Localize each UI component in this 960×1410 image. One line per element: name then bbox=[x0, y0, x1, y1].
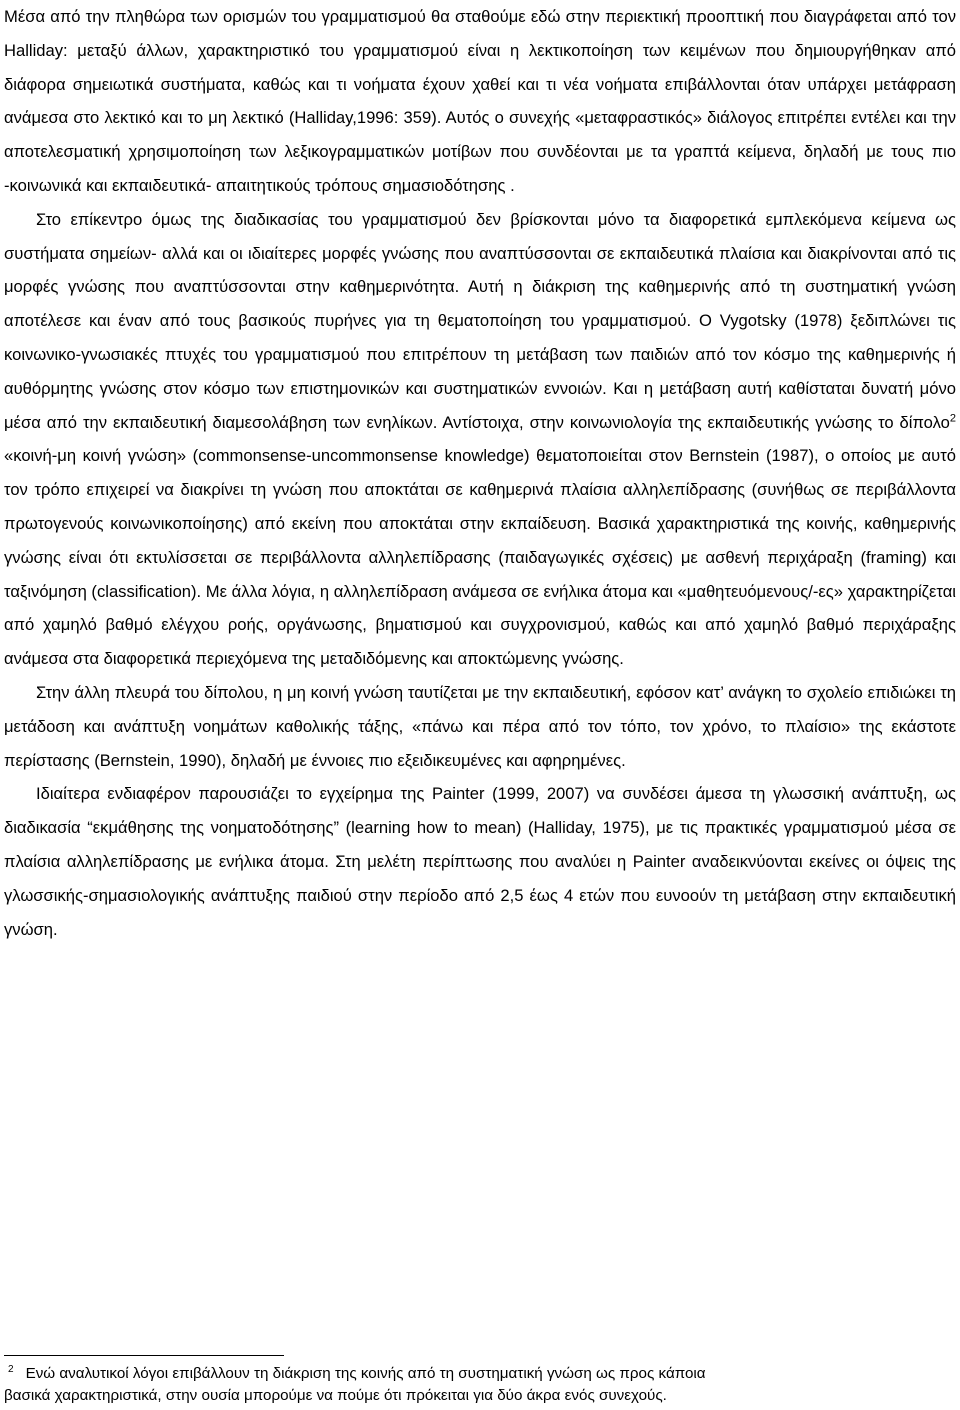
footnote bbox=[4, 1363, 956, 1407]
footnote-line-2: βασικά χαρακτηριστικά, στην ουσία μπορούμε να πούμε ότι πρόκειται για δύο άκρα ενός συνεχούς. bbox=[4, 1387, 667, 1404]
footnote-line-1 bbox=[4, 1363, 956, 1385]
paragraph-2-text: Στο επίκεντρο όμως της διαδικασίας του γραμματισμού δεν βρίσκονται μόνο τα διαφορετικά εμπλεκόμενα κείμενα ως συστήματα σημείων- αλλά και οι ιδιαίτερες μορφές γνώσης που αναπτύσσονται σε εκπαιδευτικά πλαίσια και διακρίνονται από τις μορφές γνώσης που αναπτύσσονται στην καθημερινότητα. Αυτή η διάκριση της καθημερινής από τη συστηματική γνώση αποτέλεσε και έναν από τους βασικούς πυρήνες για τη θεματοποίηση του γραμματισμού. Ο Vygotsky (1978) ξεδιπλώνει τις κοινωνικο-γνωσιακές πτυχές του γραμματισμού που επιτρέπουν τη μετάβαση των παιδιών από τον κόσμο της καθημερινής ή αυθόρμητης γνώσης στον κόσμο των επιστημονικών και συστηματικών εννοιών. Και η μετάβαση αυτή καθίσταται δυνατή μόνο μέσα από την εκπαιδευτική διαμεσολάβηση των ενηλίκων. Αντίστοιχα, στην κοινωνιολογία της εκπαιδευτικής γνώσης το δίπολο bbox=[4, 209, 956, 432]
paragraph-3: Στην άλλη πλευρά του δίπολου, η μη κοινή γνώση ταυτίζεται με την εκπαιδευτική, εφόσον κατ’ ανάγκη το σχολείο επιδιώκει τη μετάδοση και ανάπτυξη νοημάτων καθολικής τάξης, «πάνω και πέρα από τον τόπο, τον χρόνο, το πλαίσιο» της εκάστοτε περίστασης (Bernstein, 1990), δηλαδή με έννοιες πιο εξειδικευμένες και αφηρημένες. bbox=[4, 682, 956, 770]
document-body bbox=[4, 0, 956, 946]
paragraph-1: Μέσα από την πληθώρα των ορισμών του γραμματισμού θα σταθούμε εδώ στην περιεκτική προοπτική που διαγράφεται από τον Halliday: μεταξύ άλλων, χαρακτηριστικό του γραμματισμού είναι η λεκτικοποίηση των κειμένων που δημιουργήθηκαν από διάφορα σημειωτικά συστήματα, καθώς και τι νοήματα έχουν χαθεί και τι νέα νοήματα επιβάλλονται όταν υπάρχει μετάφραση ανάμεσα στο λεκτικό και το μη λεκτικό (Halliday,1996: 359). Αυτός ο συνεχής «μεταφραστικός» διάλογος επιτρέπει εντέλει και την αποτελεσματική χρησιμοποίηση των λεξικογραμματικών μοτίβων που συνδέονται με τα γραπτά κείμενα, δηλαδή με τους πιο -κοινωνικά και εκπαιδευτικά- απαιτητικούς τρόπους σημασιοδότησης . bbox=[4, 7, 956, 195]
footnote-reference: 2 bbox=[949, 412, 956, 425]
footnote-divider bbox=[4, 1355, 284, 1356]
footnote-number: 2 bbox=[8, 1363, 14, 1375]
paragraph-2 bbox=[4, 203, 956, 676]
footnote-text-1: Ενώ αναλυτικοί λόγοι επιβάλλουν τη διάκριση της κοινής από τη συστηματική γνώση ως προς κάποια bbox=[25, 1365, 706, 1382]
paragraph-2-continued: «κοινή-μη κοινή γνώση» (commonsense-uncommonsense knowledge) θεματοποιείται στον Bernstein (1987), ο οποίος με αυτό τον τρόπο επιχειρεί να διακρίνει τη γνώση που αποκτάται σε καθημερινά πλαίσια αλληλεπίδρασης (συνήθως σε περιβάλλοντα πρωτογενούς κοινωνικοποίησης) από εκείνη που αποκτάται στην εκπαίδευση. Βασικά χαρακτηριστικά της κοινής, καθημερινής γνώσης είναι ότι εκτυλίσσεται σε περιβάλλοντα αλληλεπίδρασης (παιδαγωγικές σχέσεις) με ασθενή περιχάραξη (framing) και ταξινόμηση (classification). Με άλλα λόγια, η αλληλεπίδραση ανάμεσα σε ενήλικα άτομα και «μαθητευόμενους/-ες» χαρακτηρίζεται από χαμηλό βαθμό ελέγχου ροής, οργάνωσης, βηματισμού και συγχρονισμού, καθώς και από χαμηλό βαθμό περιχάραξης ανάμεσα στα διαφορετικά περιεχόμενα της μεταδιδόμενης και αποκτώμενης γνώσης. bbox=[4, 446, 956, 669]
paragraph-4: Ιδιαίτερα ενδιαφέρον παρουσιάζει το εγχείρημα της Painter (1999, 2007) να συνδέσει άμεσα τη γλωσσική ανάπτυξη, ως διαδικασία “εκμάθησης της νοηματοδότησης” (learning how to mean) (Halliday, 1975), με τις πρακτικές γραμματισμού μέσα σε πλαίσια αλληλεπίδρασης με ενήλικα άτομα. Στη μελέτη περίπτωσης που αναλύει η Painter αναδεικνύονται εκείνες οι όψεις της γλωσσικής-σημασιολογικής ανάπτυξης παιδιού στην περίοδο από 2,5 έως 4 ετών που ευνοούν τη μετάβαση στην εκπαιδευτική γνώση. bbox=[4, 784, 956, 939]
